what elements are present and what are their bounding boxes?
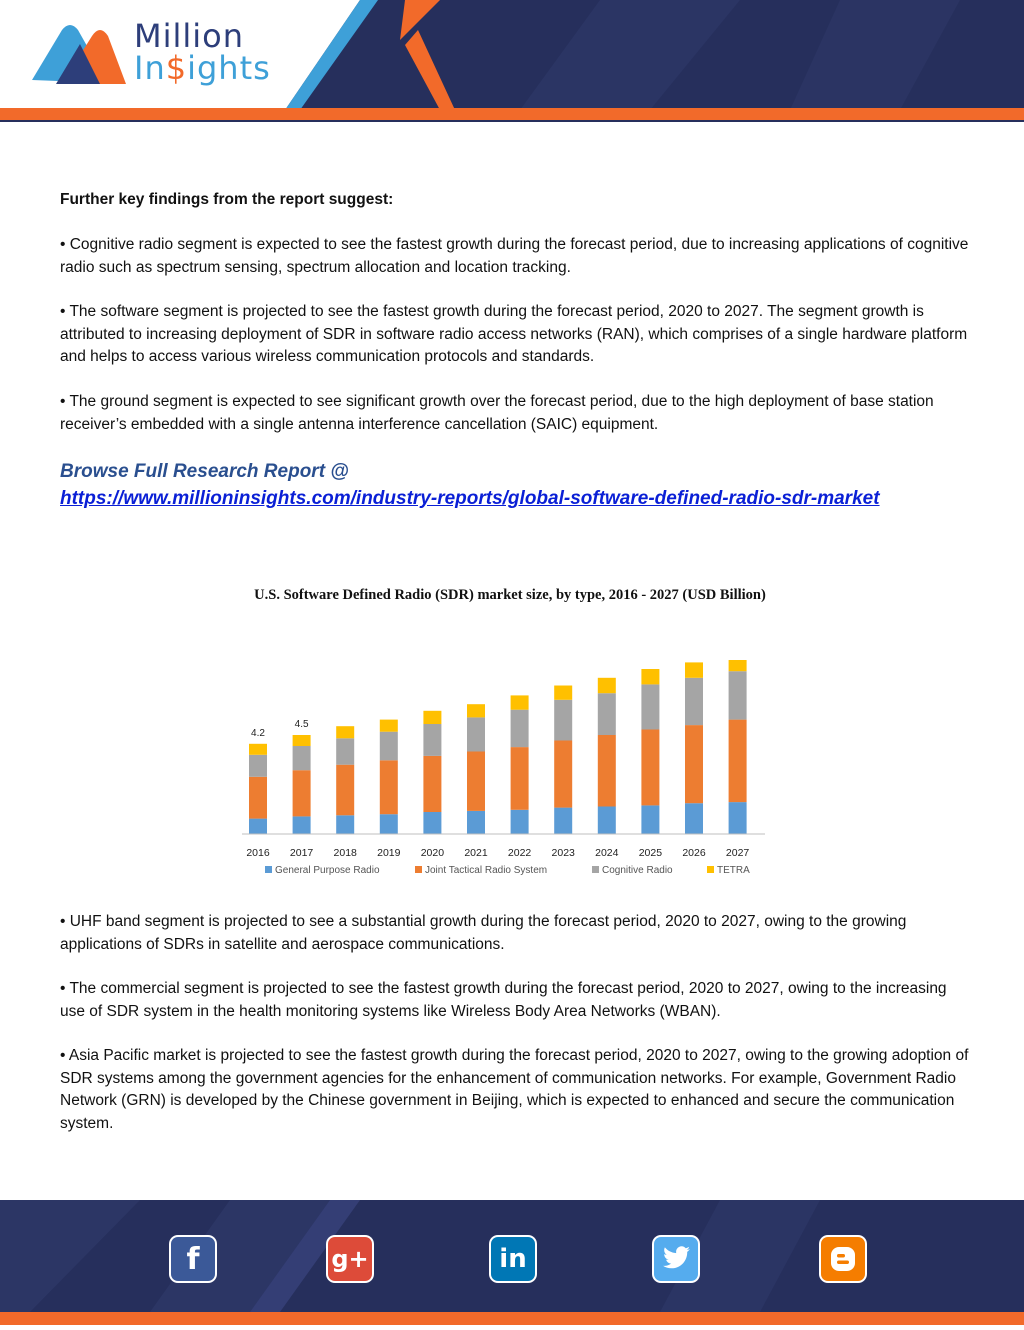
bar-segment — [641, 805, 659, 834]
brand-logo[interactable] — [134, 17, 271, 87]
facebook-button[interactable] — [171, 1237, 215, 1281]
bar-segment — [685, 725, 703, 803]
bar-segment — [380, 732, 398, 761]
brand-name-line2: In$ights — [134, 49, 271, 87]
finding-bullet: • UHF band segment is projected to see a substantial growth during the forecast period, 2020 to 2027, owing to the growing applications of SDRs in satellite and aerospace communications. — [60, 913, 907, 953]
bar-segment — [641, 730, 659, 806]
bar-segment — [423, 711, 441, 724]
bar-segment — [423, 724, 441, 756]
legend-label: Joint Tactical Radio System — [425, 865, 548, 876]
bar-segment — [685, 803, 703, 834]
legend-item — [265, 865, 380, 876]
bar-segment — [423, 812, 441, 834]
bar-segment — [729, 660, 747, 671]
page-header — [0, 0, 1024, 122]
browse-label: Browse Full Research Report @ — [60, 461, 349, 482]
bar-segment — [598, 678, 616, 693]
finding-bullet: • Cognitive radio segment is expected to see the fastest growth during the forecast period, due to increasing applications of cognitive radio such as spectrum sensing, spectrum allocation and location tracking. — [60, 236, 969, 276]
bar-segment — [554, 741, 572, 808]
bar-segment — [336, 815, 354, 834]
bar-segment — [467, 717, 485, 751]
legend-swatch — [415, 866, 422, 873]
x-tick-label: 2026 — [682, 847, 706, 859]
bar-segment — [685, 678, 703, 725]
bar-segment — [293, 816, 311, 834]
data-label: 4.2 — [251, 727, 265, 739]
bar-segment — [467, 704, 485, 717]
blogger-icon — [829, 1245, 857, 1273]
x-tick-label: 2021 — [464, 847, 488, 859]
twitter-button[interactable] — [654, 1237, 698, 1281]
bar-segment — [729, 802, 747, 834]
bar-segment — [598, 693, 616, 735]
brand-name-line1: Million — [134, 17, 245, 55]
twitter-icon — [661, 1246, 691, 1272]
x-tick-label: 2024 — [595, 847, 619, 859]
legend-label: General Purpose Radio — [275, 865, 380, 876]
x-tick-label: 2020 — [420, 847, 445, 859]
legend-item — [592, 865, 673, 876]
bar-segment — [293, 746, 311, 770]
legend-swatch — [707, 866, 714, 873]
bar-segment — [729, 720, 747, 803]
bar-segment — [380, 760, 398, 814]
x-tick-label: 2019 — [377, 847, 401, 859]
bar-segment — [685, 662, 703, 677]
findings-heading: Further key findings from the report suggest: — [60, 191, 394, 208]
bar-segment — [249, 744, 267, 755]
finding-bullet: • The software segment is projected to see the fastest growth during the forecast period, 2020 to 2027. The segment growth is attributed to increasing deployment of SDR in software radio access networks (RAN), which comprises of a single hardware platform and helps to access various wireless communication protocols and standards. — [60, 303, 968, 365]
bar-segment — [641, 669, 659, 684]
linkedin-icon: in — [499, 1244, 527, 1274]
legend-swatch — [592, 866, 599, 873]
chart-title: U.S. Software Defined Radio (SDR) market size, by type, 2016 - 2027 (USD Billion) — [254, 587, 766, 603]
bar-segment — [511, 710, 529, 747]
x-tick-label: 2017 — [289, 847, 314, 859]
x-tick-label: 2027 — [725, 847, 750, 859]
bar-segment — [336, 765, 354, 816]
facebook-icon: f — [186, 1241, 200, 1277]
bar-segment — [467, 752, 485, 811]
x-tick-label: 2018 — [333, 847, 357, 859]
report-link[interactable]: https://www.millioninsights.com/industry-reports/global-software-defined-radio-sdr-market — [60, 488, 880, 509]
bar-segment — [336, 738, 354, 764]
x-tick-label: 2023 — [551, 847, 575, 859]
bar-segment — [554, 700, 572, 741]
bar-segment — [598, 735, 616, 807]
finding-bullet: • The commercial segment is projected to see the fastest growth during the forecast period, 2020 to 2027, owing to the increasing use of SDR system in the health monitoring systems like Wireless Body Area Networks (WBAN). — [60, 980, 947, 1020]
bar-segment — [380, 720, 398, 732]
data-label: 4.5 — [294, 719, 309, 730]
findings-section — [60, 189, 970, 212]
x-tick-label: 2022 — [507, 847, 532, 859]
bar-segment — [641, 684, 659, 729]
bar-segment — [511, 747, 529, 810]
legend-swatch — [265, 866, 272, 873]
x-tick-label: 2016 — [246, 847, 270, 859]
bar-segment — [423, 756, 441, 812]
bar-segment — [293, 735, 311, 746]
bar-segment — [336, 726, 354, 738]
linkedin-button[interactable] — [491, 1237, 535, 1281]
legend-item — [415, 865, 547, 876]
bar-segment — [380, 814, 398, 834]
blogger-button[interactable] — [821, 1237, 865, 1281]
bar-segment — [511, 695, 529, 709]
google-plus-icon: g+ — [331, 1245, 369, 1273]
bar-segment — [249, 819, 267, 834]
stacked-bar-chart — [230, 660, 790, 885]
bar-segment — [554, 686, 572, 700]
bar-segment — [598, 807, 616, 835]
bar-segment — [467, 811, 485, 834]
legend-item — [707, 865, 750, 876]
x-tick-label: 2025 — [638, 847, 663, 859]
bar-segment — [554, 808, 572, 834]
legend-label: Cognitive Radio — [602, 865, 673, 876]
bar-segment — [249, 777, 267, 819]
legend-label: TETRA — [717, 865, 750, 876]
bar-segment — [511, 810, 529, 834]
finding-bullet: • Asia Pacific market is projected to see the fastest growth during the forecast period, 2020 to 2027, owing to the growing adoption of SDR systems among the government agencies for the enhancement of communication networks. For example, Government Radio Network (GRN) is developed by the Chinese government in Beijing, which is expected to enhanced and secure the communication system. — [60, 1047, 969, 1132]
google-plus-button[interactable] — [328, 1237, 372, 1281]
bar-segment — [293, 770, 311, 816]
finding-bullet: • The ground segment is expected to see significant growth over the forecast period, due to the high deployment of base station receiver’s embedded with a single antenna interference cancellation (SAIC) equipment. — [60, 393, 934, 433]
bar-segment — [249, 755, 267, 777]
bar-segment — [729, 671, 747, 719]
browse-report-block — [60, 458, 970, 512]
